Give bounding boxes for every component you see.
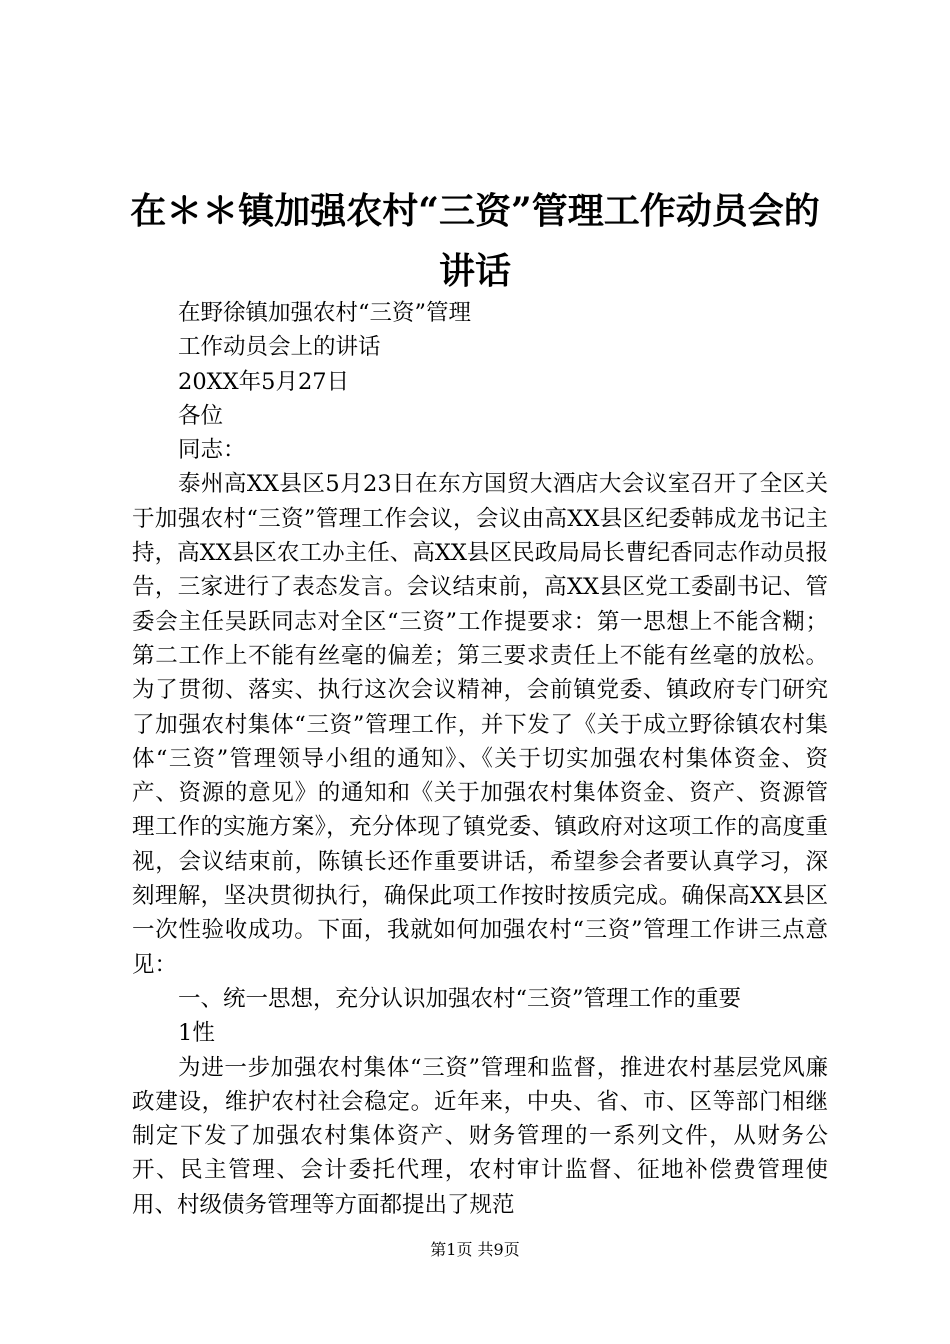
document-title-line2: 讲话 xyxy=(438,250,511,292)
section-heading: 一、统一思想，充分认识加强农村“三资”管理工作的重要 xyxy=(178,985,742,1012)
meta-line: 工作动员会上的讲话 xyxy=(178,334,381,361)
document-title-line1: 在＊＊镇加强农村“三资”管理工作动员会的 xyxy=(130,190,820,232)
meta-line: 各位 xyxy=(178,402,224,429)
document-body xyxy=(132,296,828,1222)
meta-date: 20XX年5月27日 xyxy=(178,368,350,395)
page-footer: 第1页 共9页 xyxy=(430,1240,520,1259)
section-heading-continuation: 1性 xyxy=(178,1020,215,1047)
paragraph: 泰州高XX县区5月23日在东方国贸大酒店大会议室召开了全区关于加强农村“三资”管理工作会议，会议由高XX县区纪委韩成龙书记主持，高XX县区农工办主任、高XX县区民政局局长曹纪香同志作动员报告，三家进行了表态发言。会议结束前，高XX县区党工委副书记、管委会主任吴跃同志对全区“三资”工作提要求：第一思想上不能含糊；第二工作上不能有丝毫的偏差；第三要求责任上不能有丝毫的放松。为了贯彻、落实、执行这次会议精神，会前镇党委、镇政府专门研究了加强农村集体“三资”管理工作，并下发了《关于成立野徐镇农村集体“三资”管理领导小组的通知》、《关于切实加强农村集体资金、资产、资源的意见》的通知和《关于加强农村集体资金、资产、资源管理工作的实施方案》，充分体现了镇党委、镇政府对这项工作的高度重视，会议结束前，陈镇长还作重要讲话，希望参会者要认真学习，深刻理解，坚决贯彻执行，确保此项工作按时按质完成。确保高XX县区一次性验收成功。下面，我就如何加强农村“三资”管理工作讲三点意见： xyxy=(132,471,828,978)
paragraph: 为进一步加强农村集体“三资”管理和监督，推进农村基层党风廉政建设，维护农村社会稳定。近年来，中央、省、市、区等部门相继制定下发了加强农村集体资产、财务管理的一系列文件，从财务公开、民主管理、会计委托代理，农村审计监督、征地补偿费管理使用、村级债务管理等方面都提出了规范 xyxy=(132,1054,828,1218)
meta-line: 在野徐镇加强农村“三资”管理 xyxy=(178,300,472,326)
meta-line: 同志： xyxy=(178,437,246,464)
